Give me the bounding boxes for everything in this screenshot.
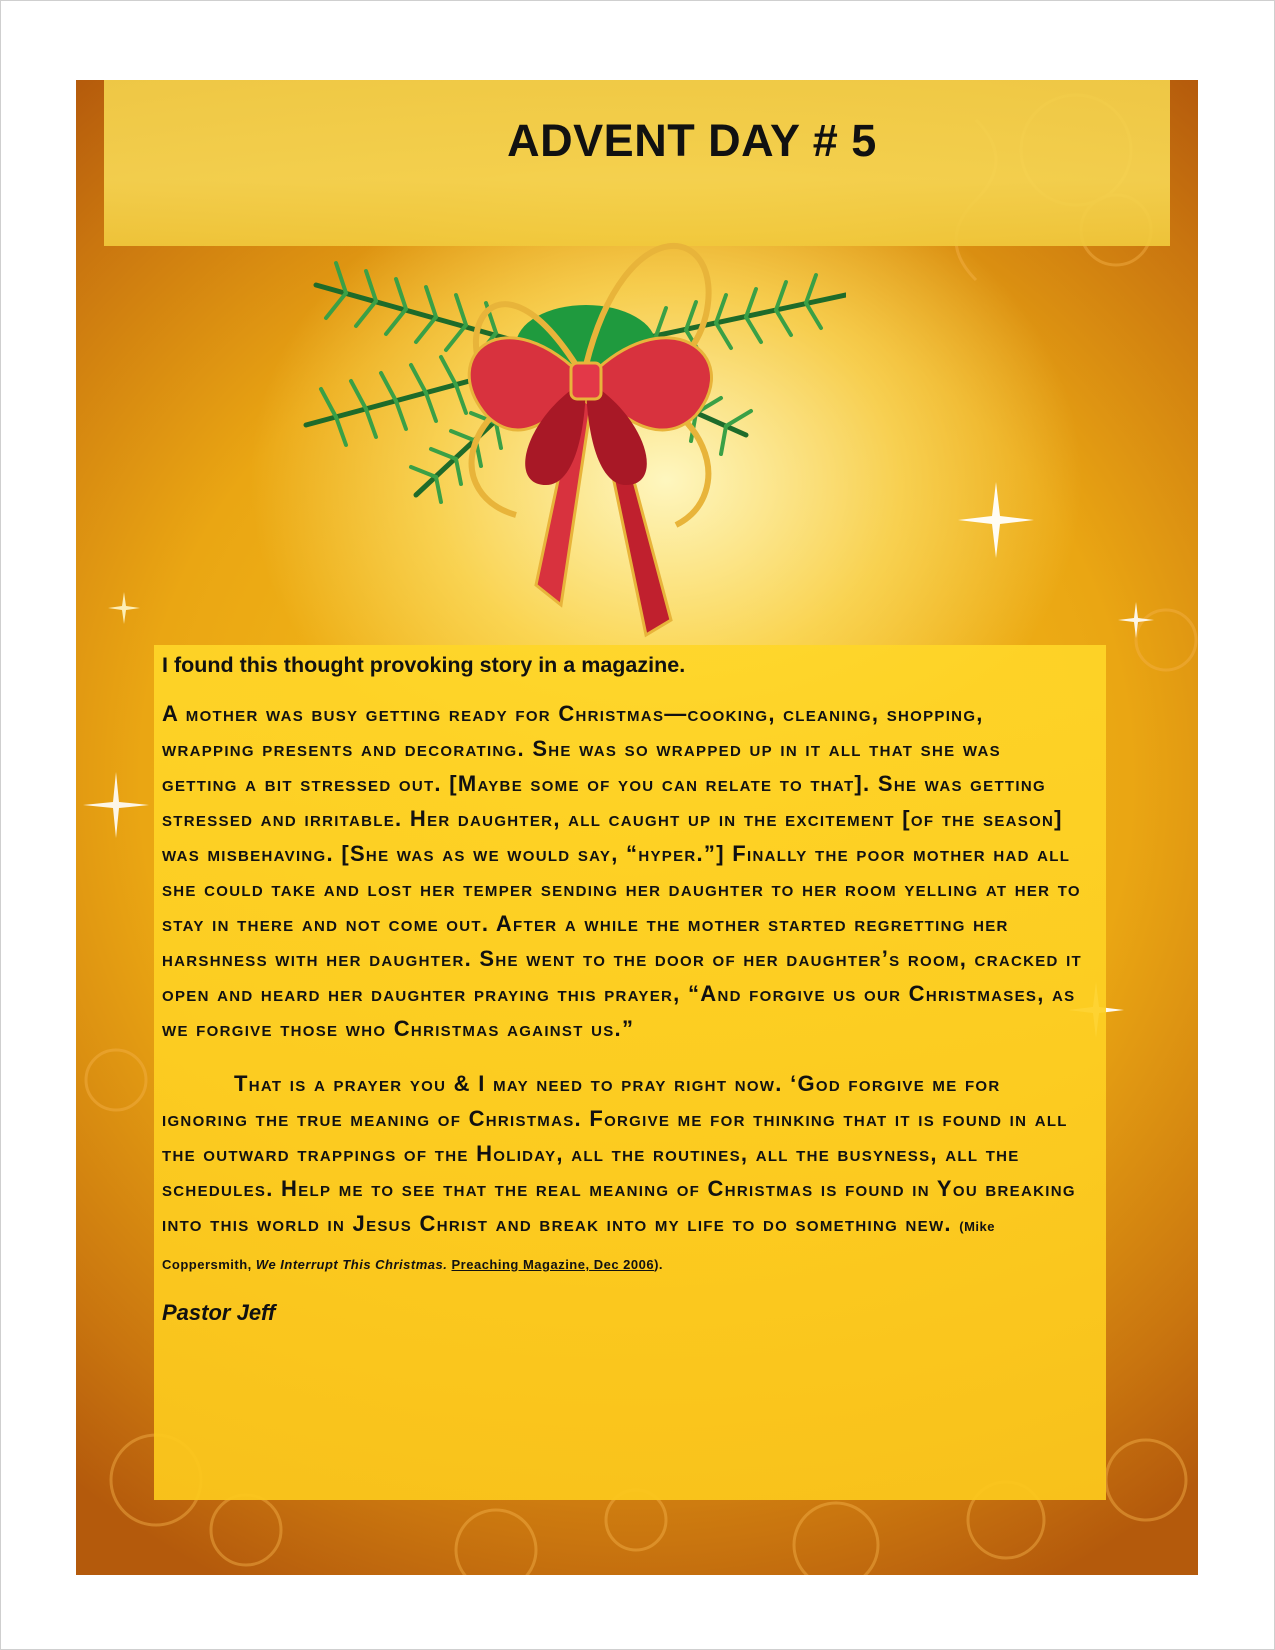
prayer-text: That is a prayer you & I may need to pray right now. ‘God forgive me for ignoring the true meaning of Christmas. Forgive me for thinking that it is found in all the outward trappings of the Holiday, all the routines, all the busyness, all the schedules. Help me to see that the real meaning of Christmas is found in You breaking into this world in Jesus Christ and break into my life to do something new. bbox=[162, 1071, 1076, 1236]
christmas-bow-illustration bbox=[286, 165, 846, 725]
sparkle-icon bbox=[81, 770, 151, 840]
sparkle-icon bbox=[956, 480, 1036, 560]
signature: Pastor Jeff bbox=[162, 1300, 276, 1325]
sparkle-icon bbox=[1116, 600, 1156, 640]
intro-line: I found this thought provoking story in a magazine. bbox=[162, 653, 686, 677]
sparkle-icon bbox=[106, 590, 142, 626]
page-title: ADVENT DAY # 5 bbox=[507, 115, 877, 166]
advent-poster bbox=[76, 80, 1198, 1575]
citation-close: ). bbox=[654, 1257, 664, 1272]
citation-open: (Mike Coppersmith, bbox=[162, 1219, 995, 1272]
ribbon-bow-icon bbox=[469, 246, 711, 635]
citation-source: Preaching Magazine, Dec 2006 bbox=[451, 1257, 655, 1272]
story-content bbox=[162, 653, 1082, 1326]
prayer-paragraph bbox=[162, 1066, 1082, 1282]
story-paragraph: A mother was busy getting ready for Christmas—cooking, cleaning, shopping, wrapping presents and decorating. She was so wrapped up in it all that she was getting a bit stressed out. [Maybe some of you can relate to that]. She was getting stressed and irritable. Her daughter, all caught up in the excitement [of the season] was misbehaving. [She was as we would say, “hyper.”] Finally the poor mother had all she could take and lost her temper sending her daughter to her room yelling at her to stay in there and not come out. After a while the mother started regretting her harshness with her daughter. She went to the door of her daughter’s room, cracked it open and heard her daughter praying this prayer, “And forgive us our Christmases, as we forgive those who Christmas against us.” bbox=[162, 701, 1083, 1041]
citation-article: We Interrupt This Christmas. bbox=[255, 1257, 448, 1272]
story-panel bbox=[154, 645, 1106, 1500]
